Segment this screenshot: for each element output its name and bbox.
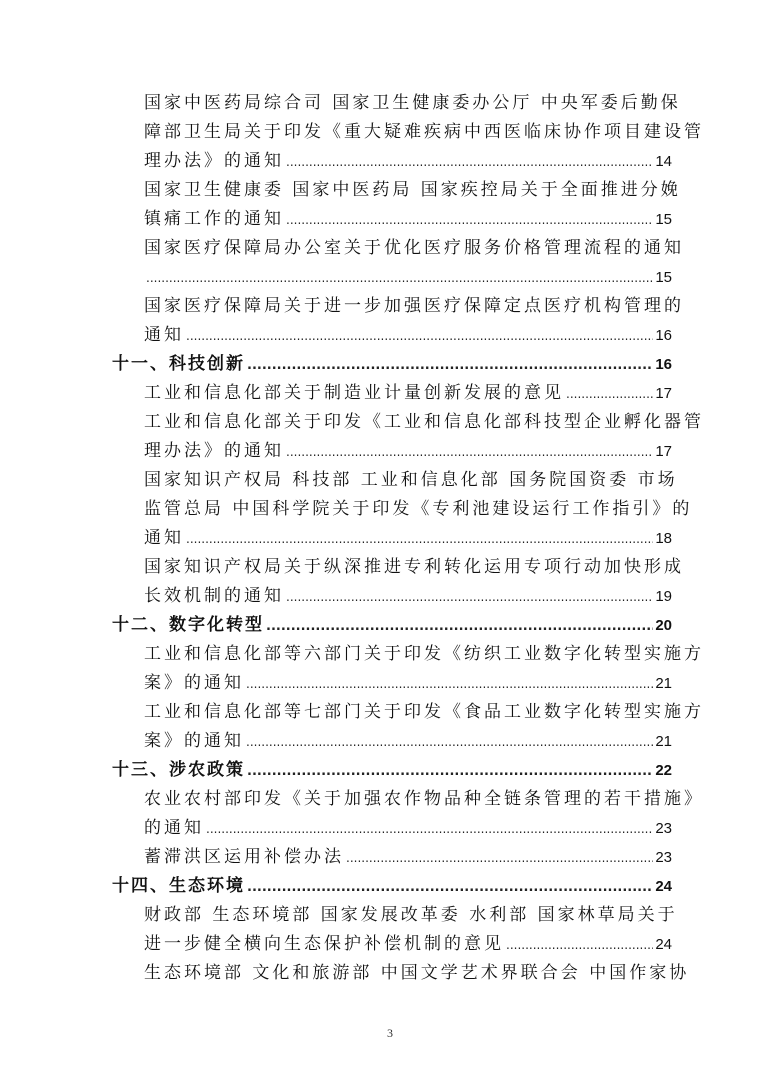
entry-text: 通知: [144, 325, 184, 345]
dot-leader: [266, 612, 653, 641]
dot-leader: [566, 380, 653, 409]
section-title: 十一、科技创新: [112, 354, 245, 374]
toc-entry-line[interactable]: [112, 263, 672, 292]
entry-text: 国家中医药局综合司 国家卫生健康委办公厅 中央军委后勤保: [144, 93, 681, 113]
toc-entry-line[interactable]: [112, 147, 672, 176]
page-ref: 20: [655, 617, 672, 634]
toc-entry-line[interactable]: [112, 205, 672, 234]
toc-entry-line: [112, 466, 678, 495]
toc-entry-line: [112, 408, 704, 437]
section-title: 十三、涉农政策: [112, 760, 245, 780]
entry-text: 国家知识产权局 科技部 工业和信息化部 国务院国资委 市场: [144, 470, 678, 490]
toc-entry-line[interactable]: [112, 669, 672, 698]
page-ref: 15: [655, 211, 672, 228]
toc-section-heading[interactable]: [112, 872, 672, 901]
dot-leader: [186, 322, 653, 351]
toc-entry-line: [112, 640, 704, 669]
section-title: 十二、数字化转型: [112, 615, 264, 635]
page-ref: 23: [655, 849, 672, 866]
dot-leader: [506, 931, 653, 960]
toc-entry-line: [112, 118, 704, 147]
toc-entry-line: [112, 785, 704, 814]
toc-entry-line[interactable]: [112, 379, 672, 408]
dot-leader: [246, 670, 653, 699]
dot-leader: [146, 264, 653, 293]
page-number: 3: [387, 1026, 393, 1040]
toc-entry-line: [112, 901, 678, 930]
toc-entry-line[interactable]: [112, 930, 672, 959]
page-ref: 21: [655, 733, 672, 750]
toc-entry-line: [112, 234, 684, 263]
toc-entry-line[interactable]: [112, 582, 672, 611]
entry-text: 工业和信息化部关于印发《工业和信息化部科技型企业孵化器管: [144, 412, 704, 432]
page-ref: 15: [655, 269, 672, 286]
page-ref: 19: [655, 588, 672, 605]
entry-text: 国家卫生健康委 国家中医药局 国家疾控局关于全面推进分娩: [144, 180, 681, 200]
entry-text: 理办法》的通知: [144, 441, 284, 461]
page-ref: 14: [655, 153, 672, 170]
page-ref: 24: [655, 878, 672, 895]
entry-text: 案》的通知: [144, 731, 244, 751]
dot-leader: [247, 351, 653, 380]
entry-text: 国家医疗保障局办公室关于优化医疗服务价格管理流程的通知: [144, 238, 684, 258]
dot-leader: [247, 757, 653, 786]
entry-text: 通知: [144, 528, 184, 548]
page-ref: 17: [655, 385, 672, 402]
entry-text: 案》的通知: [144, 673, 244, 693]
page-ref: 21: [655, 675, 672, 692]
dot-leader: [206, 815, 653, 844]
entry-text: 生态环境部 文化和旅游部 中国文学艺术界联合会 中国作家协: [144, 963, 690, 983]
entry-text: 工业和信息化部关于制造业计量创新发展的意见: [144, 383, 564, 403]
dot-leader: [286, 206, 653, 235]
dot-leader: [247, 873, 653, 902]
toc-entry-line: [112, 176, 681, 205]
toc-section-heading[interactable]: [112, 611, 672, 640]
page-ref: 16: [655, 327, 672, 344]
page-ref: 24: [655, 936, 672, 953]
entry-text: 工业和信息化部等七部门关于印发《食品工业数字化转型实施方: [144, 702, 704, 722]
page-ref: 23: [655, 820, 672, 837]
table-of-contents: [112, 89, 704, 988]
entry-text: 工业和信息化部等六部门关于印发《纺织工业数字化转型实施方: [144, 644, 704, 664]
entry-text: 障部卫生局关于印发《重大疑难疾病中西医临床协作项目建设管: [144, 122, 704, 142]
entry-text: 监管总局 中国科学院关于印发《专利池建设运行工作指引》的: [144, 499, 693, 519]
toc-entry-line[interactable]: [112, 321, 672, 350]
entry-text: 长效机制的通知: [144, 586, 284, 606]
toc-section-heading[interactable]: [112, 350, 672, 379]
dot-leader: [246, 728, 653, 757]
toc-entry-line[interactable]: [112, 727, 672, 756]
entry-text: 的通知: [144, 818, 204, 838]
entry-text: 财政部 生态环境部 国家发展改革委 水利部 国家林草局关于: [144, 905, 678, 925]
dot-leader: [286, 583, 653, 612]
toc-entry-line: [112, 292, 684, 321]
toc-entry-line: [112, 495, 693, 524]
dot-leader: [286, 148, 653, 177]
dot-leader: [346, 844, 653, 873]
toc-entry-line: [112, 959, 690, 988]
toc-entry-line: [112, 698, 704, 727]
page-ref: 18: [655, 530, 672, 547]
dot-leader: [286, 438, 653, 467]
toc-section-heading[interactable]: [112, 756, 672, 785]
entry-text: 国家知识产权局关于纵深推进专利转化运用专项行动加快形成: [144, 557, 684, 577]
entry-text: 农业农村部印发《关于加强农作物品种全链条管理的若干措施》: [144, 789, 704, 809]
toc-entry-line[interactable]: [112, 437, 672, 466]
toc-entry-line[interactable]: [112, 843, 672, 872]
toc-entry-line: [112, 89, 681, 118]
page-ref: 16: [655, 356, 672, 373]
section-title: 十四、生态环境: [112, 876, 245, 896]
entry-text: 蓄滞洪区运用补偿办法: [144, 847, 344, 867]
toc-entry-line[interactable]: [112, 524, 672, 553]
dot-leader: [186, 525, 653, 554]
entry-text: 理办法》的通知: [144, 151, 284, 171]
page-ref: 22: [655, 762, 672, 779]
entry-text: 国家医疗保障局关于进一步加强医疗保障定点医疗机构管理的: [144, 296, 684, 316]
toc-entry-line[interactable]: [112, 814, 672, 843]
toc-entry-line: [112, 553, 684, 582]
entry-text: 进一步健全横向生态保护补偿机制的意见: [144, 934, 504, 954]
entry-text: 镇痛工作的通知: [144, 209, 284, 229]
page-ref: 17: [655, 443, 672, 460]
